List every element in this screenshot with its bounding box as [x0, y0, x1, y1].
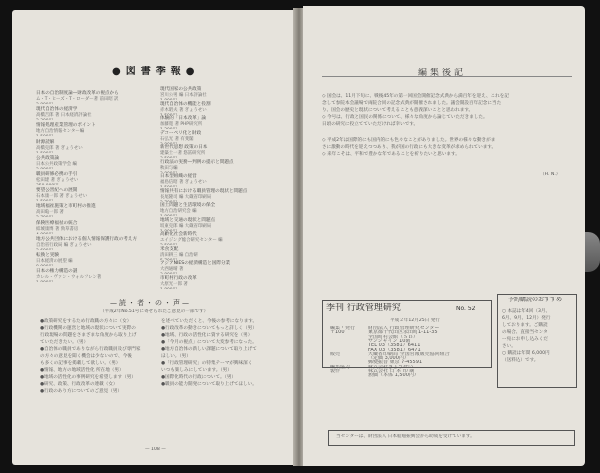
- footer-note: 当センターは、財団法人 日本船舶振興会から助成を受けています。: [336, 434, 475, 439]
- book-entry: [160, 115, 278, 129]
- book-author: 清田耕三 編 自治研: [160, 252, 198, 258]
- text-line: も多くの記事を掲載して欲しい。（男）: [40, 361, 121, 366]
- text-line: ●研究、政策、行政改革の連載（女）: [40, 382, 118, 387]
- book-entry: [36, 171, 154, 185]
- book-author: 坂東克郎 編 大蔵省印刷局: [160, 223, 212, 229]
- text-line: ●職員の能力開発について取り上げてほしい。: [161, 382, 257, 387]
- text-line: しております。ご購読: [502, 323, 548, 328]
- text-line: いつも楽しみにしています。（男）: [161, 368, 232, 373]
- book-author: 石本康一郎 著 ぎょうせい: [36, 194, 88, 200]
- book-price: [36, 134, 154, 136]
- text-line: ●「行政管理研究」の特集テーマが興味深く: [161, 361, 253, 366]
- book-title: 財源読解: [36, 139, 55, 145]
- book-title: 体験的「日本改革」論: [160, 116, 206, 121]
- book-entry: [160, 246, 278, 260]
- book-title: 行政法の実務—判例の提示と問題点: [160, 159, 234, 165]
- text-line: ー宛にお申し込みくだ: [502, 337, 548, 342]
- book-entry: [160, 260, 278, 274]
- publication-date: 平成２年12月25日 発行: [390, 318, 440, 323]
- book-title: 公共政策論: [36, 155, 59, 161]
- book-author: 建築士一著 悠冨研究所: [160, 151, 206, 156]
- publication-value: 株式会社ぎょうせい: [368, 364, 414, 370]
- book-price: [36, 167, 154, 169]
- book-title: 日本の権力構造の謎: [36, 269, 78, 275]
- subscribe-text: [502, 308, 572, 364]
- book-entry: [36, 90, 154, 104]
- book-author: 日本経済の展望 編: [36, 259, 73, 264]
- book-price: [36, 232, 154, 234]
- text-line: 日頃の研究に役立てていただければ幸いです。: [322, 122, 419, 127]
- book-entry: [36, 139, 154, 153]
- publication-value: 大蔵省印刷局 全国官報販売協同組合: [368, 351, 450, 357]
- text-line: ●行政のあり方についてのご意見（男）: [40, 389, 123, 394]
- text-line: ●行政改革の動きについてもっと詳しく（男）: [161, 326, 257, 331]
- book-title: 新世代思想 政策の日本: [160, 145, 208, 150]
- book-author: 日本公共政策学会 編: [36, 161, 77, 167]
- book-entry: [36, 252, 154, 266]
- publication-value: 財団法人 行政管理研究センター: [368, 326, 440, 331]
- text-line: ていただきたい。（男）: [40, 340, 89, 345]
- text-line: を述べていただくと、今後の参考になります。: [161, 319, 258, 324]
- book-price: [36, 151, 154, 153]
- book-price: [36, 102, 154, 104]
- book-author: 加藤寛 著 PHP研究所: [160, 122, 203, 127]
- book-author: ム・T・ヒーズ・T・ローダー著 前田昭 訳: [36, 97, 119, 102]
- editor-rule-left: [322, 76, 502, 77]
- publication-value: 頒価（本体 1,500円）: [368, 373, 419, 379]
- book-entry: [160, 217, 278, 231]
- publication-value: FAX 03（3581）6471: [368, 347, 421, 353]
- text-line: さい。: [502, 344, 516, 349]
- book-author: 宮川公男 編 日本評論社: [160, 93, 207, 98]
- text-line: さに激動の時代を迎えつつあり、我が国の行政にも大きな変革が求められています。: [322, 145, 497, 150]
- text-line: （送料込）です。: [502, 358, 539, 363]
- book-title: デコーペリ化と財政: [160, 130, 202, 136]
- text-line: ○ 購読は年間 6,000円: [502, 351, 550, 356]
- text-line: ◇ 来年こそは、平和で豊かな年であることを祈りたいと思います。: [322, 152, 460, 157]
- reader-voice-note: （平成2年No.51号に寄せられたご意見の一部です）: [100, 309, 209, 314]
- publication-value: （定価 3,000円）: [368, 356, 409, 362]
- text-line: ●情報、地方の地域活性化 所在地（男）: [40, 368, 124, 373]
- book-title: 現代自治体の機能と役割: [160, 101, 211, 107]
- book-title: 地域福祉施策と市町村の推進: [36, 204, 96, 210]
- book-entry: [36, 268, 154, 282]
- reader-voice-left: [40, 318, 158, 395]
- book-title: 現代国家の公共政策: [160, 87, 202, 92]
- book-entry: [36, 155, 154, 169]
- book-price: [160, 287, 278, 289]
- publication-title: 季刊 行政管理研究: [326, 303, 401, 313]
- book-title: 職員研修必携の手引: [36, 172, 78, 177]
- book-price: [36, 118, 154, 120]
- book-price: [36, 264, 154, 266]
- text-line: ●地域、行政の活性化に資する研究を（男）: [161, 333, 253, 338]
- book-title: 地方公共団体における個人情報保護行政の考え方: [36, 236, 138, 242]
- publication-value: 郵便振替 東京 7-45591: [368, 360, 423, 366]
- book-author: 大原光一郎 著: [160, 281, 188, 287]
- book-author: 地方自治情報センター編: [36, 129, 85, 135]
- book-title: 高齢化社会新時代: [160, 232, 197, 237]
- editor-rule-right: [492, 76, 572, 77]
- text-line: の場合、直接当センタ: [502, 330, 548, 335]
- text-line: ●自治体の職員でありながら行政職員及び専門家: [40, 347, 141, 352]
- text-line: ◇ 今号は、行政と国民の関係について、様々な角度から論じていただきました。: [322, 115, 488, 120]
- book-author: 地方自治研究会 編: [160, 209, 197, 214]
- book-entry: [160, 275, 278, 289]
- book-author: 大西通晴 著: [160, 267, 184, 272]
- left-page-number: — 108 —: [145, 447, 166, 452]
- book-title: 情報共有における職員管理の現状と問題点: [160, 188, 248, 194]
- book-author: 石弘光 著 有斐閣: [160, 136, 194, 142]
- book-author: 高田亀一郎 著: [36, 210, 64, 216]
- book-entry: [160, 159, 278, 173]
- publication-value: TEL 03（3581）6411: [368, 343, 421, 349]
- book-author: 秋田与編: [160, 165, 178, 171]
- publication-value: 全国町村会館（ＳＢ）: [368, 334, 419, 340]
- publication-label: 〒100: [330, 330, 345, 336]
- book-entry: [160, 144, 278, 158]
- book-title: 現代自治体の経済学: [36, 107, 78, 113]
- book-author: カレル・ヴァン・ウォルフレン著: [36, 275, 102, 281]
- publication-label: 編集・発行: [330, 326, 356, 331]
- book-entry: [36, 203, 154, 217]
- text-line: ●国際化時代の行政について。（男）: [161, 375, 237, 380]
- book-author: 松田建 著 ぎょうせい: [36, 178, 79, 183]
- editor-paragraph-1: [322, 93, 572, 128]
- publication-value: 東京都千代田区永田町1-11-35: [368, 330, 438, 336]
- text-line: ほしい。（男）: [161, 354, 191, 359]
- book-entry: [160, 101, 278, 115]
- book-entry: [36, 220, 154, 234]
- reader-voice-heading: —読・者・の・声—: [110, 299, 191, 307]
- book-author: 結城康博 著 勁草書房: [36, 226, 79, 232]
- publication-value: 株式会社 日 本 印 刷: [368, 369, 415, 374]
- book-entry: [36, 236, 154, 250]
- book-entry: [36, 122, 154, 136]
- subscribe-title: 予約購読のおすすめ: [508, 297, 563, 303]
- publication-value: サンシャイン 10階: [368, 338, 411, 344]
- editor-postscript-heading: 編集後記: [418, 68, 467, 78]
- book-entry: [160, 86, 278, 100]
- book-title: 保険医療福祉の統合: [36, 220, 78, 226]
- text-line: ◇ 平成2年は国際的にも国内的にも色々なことがありました。世界の様々な動きがま: [322, 138, 496, 143]
- book-entry: [36, 106, 154, 120]
- text-line: ●行政機関の運営と地域の現状について実際の: [40, 326, 136, 331]
- text-line: 6月、9月、12月）発行: [502, 316, 551, 321]
- text-line: 行政現場の問題をさまざまな角度から取り上げ: [40, 333, 137, 338]
- book-title: 国土問題と生活環境の保全: [160, 203, 216, 208]
- publication-label: 製作: [330, 369, 341, 374]
- book-entry: [160, 130, 278, 144]
- book-entry: [160, 202, 278, 216]
- book-price: [36, 199, 154, 201]
- book-author: 高橋吉郎 著 日本経済評論社: [36, 113, 92, 119]
- book-title: アジアNIESの経済構造と国際分業: [160, 261, 231, 266]
- binder-clip: [585, 232, 600, 272]
- reader-voice-right: [161, 318, 279, 388]
- publication-label: 販売: [330, 351, 341, 357]
- text-line: ●地域の活性化の事例研究を希望します（男）: [40, 375, 136, 380]
- text-line: 念して参院本会議場で両院合同の記念式典が開催されました。議会開設百年記念に当た: [322, 101, 502, 106]
- book-author: 自治省行政局 編 ぎょうせい: [36, 242, 92, 248]
- book-price: [36, 248, 154, 250]
- text-line: ◇ 国会は、11月下旬に、戦後45年の第一回国会開催記念式典から満百年を迎え、これを記: [322, 94, 509, 99]
- book-entry: [160, 188, 278, 202]
- editor-initials: （H. N.）: [540, 172, 561, 177]
- text-line: ●地方自治体の新しい課題について取り上げて: [161, 347, 257, 352]
- editor-paragraph-2: [322, 137, 572, 158]
- book-title: 地域と交通の現状と問題点: [160, 217, 216, 223]
- book-title: 日本型組織の経営: [160, 174, 197, 179]
- book-author: 長尾隆司 編 大蔵省印刷局: [160, 194, 212, 200]
- book-price: [36, 280, 154, 282]
- book-title: 市町村行政の改革: [160, 275, 197, 281]
- text-line: り、国会の歴史と現状について考えることも意義深いことと思われます。: [322, 108, 474, 113]
- book-author: 高橋克郎 著 ぎょうせい: [36, 145, 83, 151]
- text-line: ○ 本誌は年4回（3月、: [502, 309, 551, 314]
- book-title: 米食支配: [160, 246, 179, 252]
- book-report-heading: ●図書季報●: [112, 66, 200, 77]
- book-price: [36, 215, 154, 217]
- text-line: ●「今月の視点」について大変参考になった。: [161, 340, 257, 345]
- book-author: エイジング総合研究センター 編: [160, 238, 223, 243]
- text-line: ●政策研究をするため行政職の方々に（女）: [40, 319, 132, 324]
- publication-label: 編集協力: [330, 364, 351, 370]
- book-title: 要望公害紀への展開: [36, 188, 78, 194]
- book-price: [36, 183, 154, 185]
- book-entry: [160, 173, 278, 187]
- book-entry: [36, 187, 154, 201]
- book-title: 転換と実験: [36, 253, 59, 258]
- book-title: 情報処理産業管理のポイント: [36, 123, 96, 129]
- book-author: 赤木昭夫 著 ぎょうせい: [160, 107, 207, 113]
- book-entry: [160, 231, 278, 245]
- text-line: の方々の意見を聞く機会は少ないので、今後: [40, 354, 132, 359]
- book-author: 福島信昭 著 ぎょうせい: [160, 180, 207, 185]
- publication-number: No. 52: [456, 306, 476, 312]
- book-title: 日本の自治制度論—財政改革の視点から: [36, 91, 119, 96]
